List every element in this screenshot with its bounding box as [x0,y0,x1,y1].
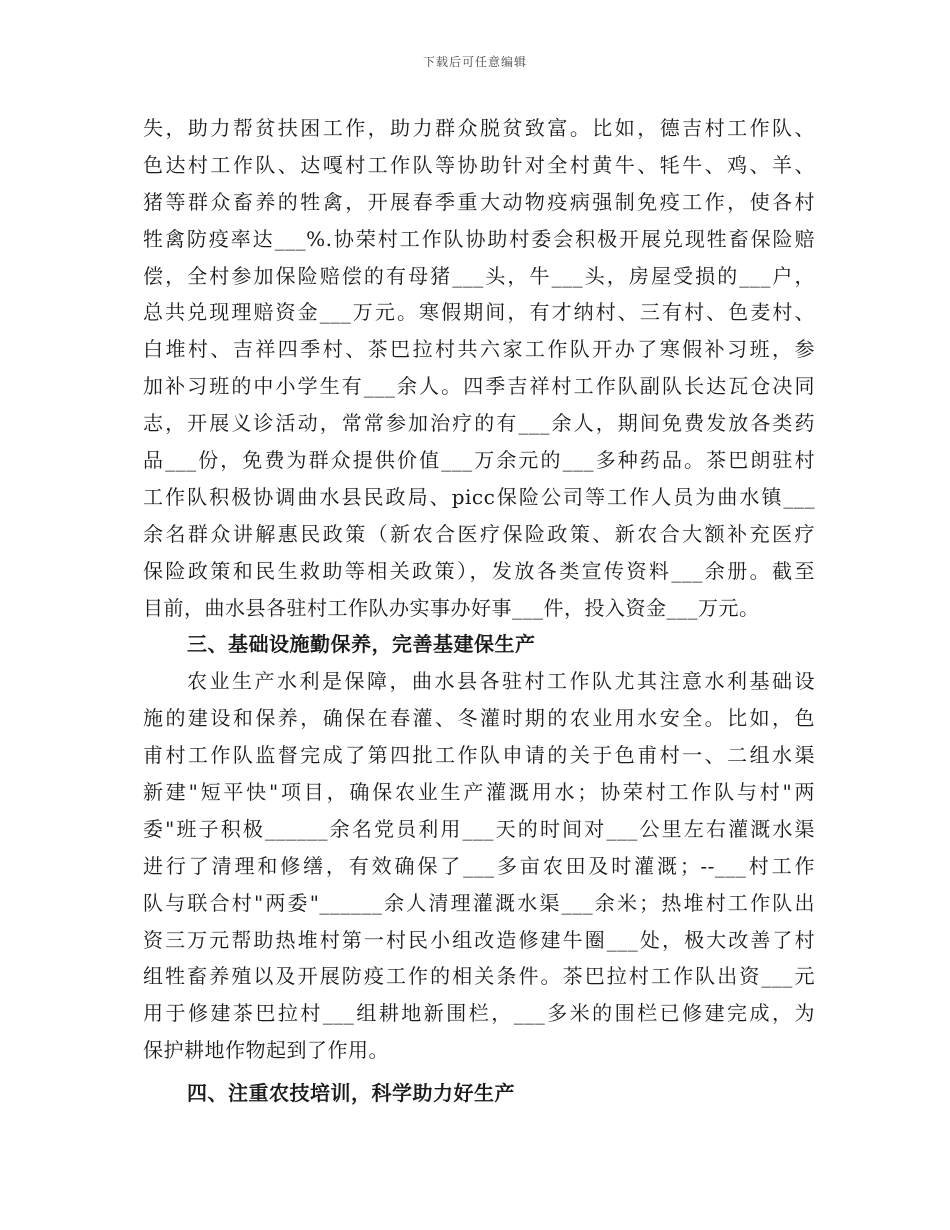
text-line: 目前，曲水县各驻村工作队办实事办好事___件，投入资金___万元。 [143,595,760,620]
paragraph-2 [143,663,815,1069]
text-line: 色达村工作队、达嘎村工作队等协助针对全村黄牛、牦牛、鸡、羊、 [143,152,815,177]
section-heading-3: 三、基础设施勤保养，完善基建保生产 [187,632,536,657]
text-line: 工作队积极协调曲水县民政局、picc保险公司等工作人员为曲水镇___ [143,484,815,509]
text-line: 余名群众讲解惠民政策（新农合医疗保险政策、新农合大额补充医疗 [143,521,815,546]
text-line: 志，开展义诊活动，常常参加治疗的有___余人，期间免费发放各类药 [143,411,815,436]
text-line: 组牲畜养殖以及开展防疫工作的相关条件。茶巴拉村工作队出资___元 [143,964,815,989]
text-line: 白堆村、吉祥四季村、茶巴拉村共六家工作队开办了寒假补习班，参 [143,337,815,362]
text-line: 猪等群众畜养的牲禽，开展春季重大动物疫病强制免疫工作，使各村 [143,189,815,214]
text-line: 失，助力帮贫扶困工作，助力群众脱贫致富。比如，德吉村工作队、 [143,116,815,140]
text-line: 保险政策和民生救助等相关政策），发放各类宣传资料___余册。截至 [143,558,815,583]
text-line: 队与联合村"两委"______余人清理灌溉水渠___余米；热堆村工作队出 [143,890,815,915]
text-line: 委"班子积极______余名党员利用___天的时间对___公里左右灌溉水渠 [143,816,815,841]
paragraph-1 [143,110,815,626]
text-line: 甫村工作队监督完成了第四批工作队申请的关于色甫村一、二组水渠 [143,743,815,768]
text-line: 牲禽防疫率达___%.协荣村工作队协助村委会积极开展兑现牲畜保险赔 [143,226,815,251]
page-header: 下载后可任意编辑 [422,55,527,69]
text-line: 用于修建茶巴拉村___组耕地新围栏，___多米的围栏已修建完成，为 [143,1001,815,1026]
document-body [143,110,815,1112]
text-line: 新建"短平快"项目，确保农业生产灌溉用水；协荣村工作队与村"两 [143,780,815,805]
text-line: 资三万元帮助热堆村第一村民小组改造修建牛圈___处，极大改善了村 [143,927,815,952]
text-line: 保护耕地作物起到了作用。 [143,1038,389,1063]
text-line: 偿，全村参加保险赔偿的有母猪___头，牛___头，房屋受损的___户， [143,263,815,288]
text-line: 施的建设和保养，确保在春灌、冬灌时期的农业用水安全。比如，色 [143,706,815,731]
text-line: 品___份，免费为群众提供价值___万余元的___多种药品。茶巴朗驻村 [143,448,815,473]
text-line: 进行了清理和修缮，有效确保了___多亩农田及时灌溉；--___村工作 [143,853,815,878]
text-line: 加补习班的中小学生有___余人。四季吉祥村工作队副队长达瓦仓决同 [143,374,815,399]
section-heading-4: 四、注重农技培训，科学助力好生产 [187,1081,515,1106]
text-line: 农业生产水利是保障，曲水县各驻村工作队尤其注意水利基础设 [187,669,815,694]
text-line: 总共兑现理赔资金___万元。寒假期间，有才纳村、三有村、色麦村、 [143,300,815,325]
